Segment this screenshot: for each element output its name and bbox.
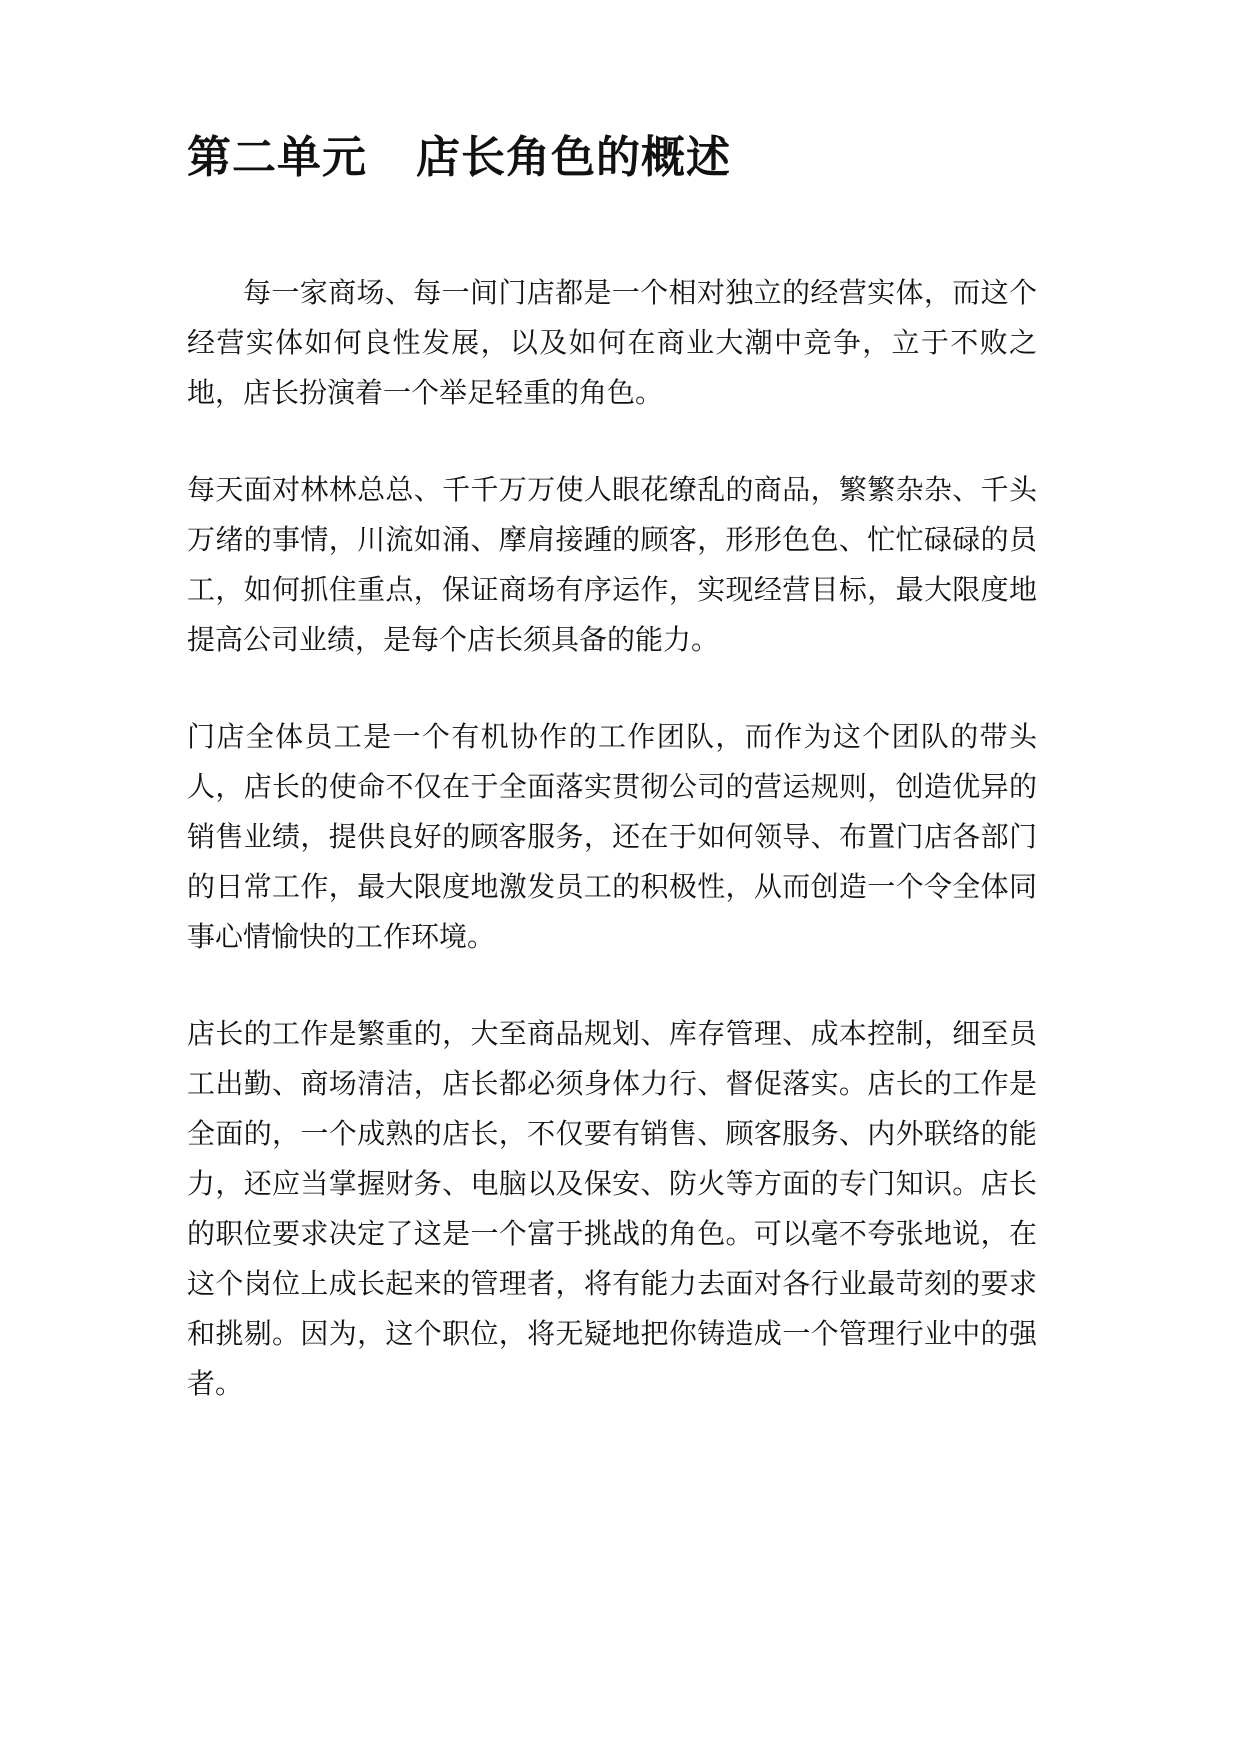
page-title: 第二单元 店长角色的概述 [187, 132, 731, 183]
paragraph-responsibilities: 店长的工作是繁重的，大至商品规划、库存管理、成本控制，细至员工出勤、商场清洁，店长都必须身体力行、督促落实。店长的工作是全面的，一个成熟的店长，不仅要有销售、顾客服务、内外联络的能力，还应当掌握财务、电脑以及保安、防火等方面的专门知识。店长的职位要求决定了这是一个富于挑战的角色。可以毫不夸张地说，在这个岗位上成长起来的管理者，将有能力去面对各行业最苛刻的要求和挑剔。因为，这个职位，将无疑地把你铸造成一个管理行业中的强者。 [187, 1017, 1037, 1400]
paragraph-intro: 每一家商场、每一间门店都是一个相对独立的经营实体，而这个经营实体如何良性发展，以及如何在商业大潮中竞争，立于不败之地，店长扮演着一个举足轻重的角色。 [187, 276, 1037, 409]
document-body [187, 268, 1037, 1456]
paragraph-daily-challenges: 每天面对林林总总、千千万万使人眼花缭乱的商品，繁繁杂杂、千头万绪的事情，川流如涌、摩肩接踵的顾客，形形色色、忙忙碌碌的员工，如何抓住重点，保证商场有序运作，实现经营目标，最大限度地提高公司业绩，是每个店长须具备的能力。 [187, 473, 1037, 656]
paragraph-team-leader: 门店全体员工是一个有机协作的工作团队，而作为这个团队的带头人，店长的使命不仅在于全面落实贯彻公司的营运规则，创造优异的销售业绩，提供良好的顾客服务，还在于如何领导、布置门店各部门的日常工作，最大限度地激发员工的积极性，从而创造一个令全体同事心情愉快的工作环境。 [187, 720, 1037, 953]
